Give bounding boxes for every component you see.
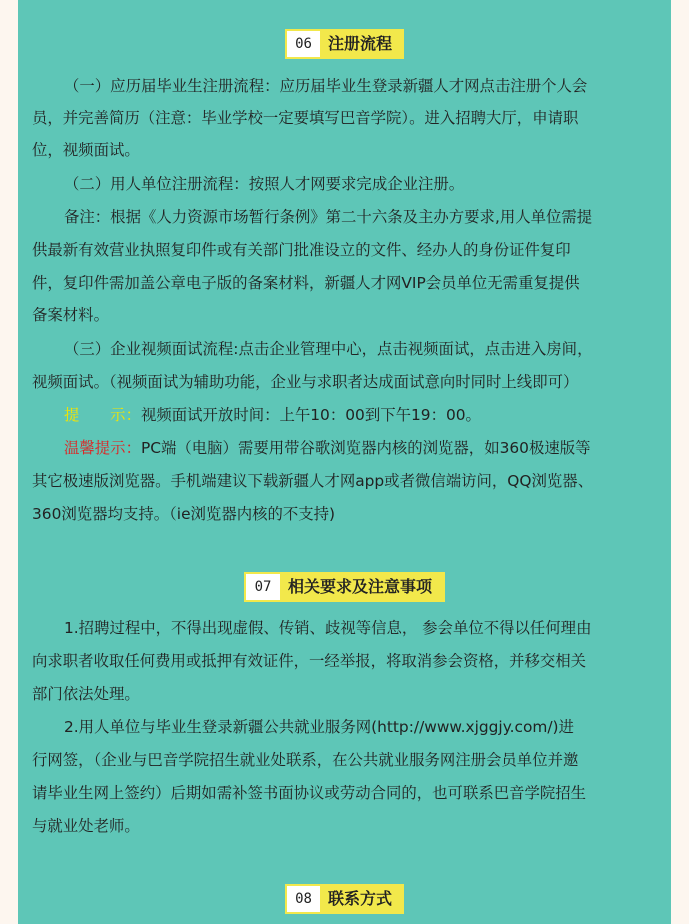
s07-item-2-line-3: 请毕业生网上签约）后期如需补签书面协议或劳动合同的，也可联系巴音学院招生 xyxy=(32,784,587,802)
section-08-header xyxy=(285,884,404,914)
s06-paragraph-2: （二）用人单位注册流程：按照人才网要求完成企业注册。 xyxy=(64,175,465,193)
section-06-header xyxy=(285,29,404,59)
s06-note-line-2: 供最新有效营业执照复印件或有关部门批准设立的文件、经办人的身份证件复印 xyxy=(32,241,571,259)
s06-paragraph-1-line-2: 员，并完善简历（注意：毕业学校一定要填写巴音学院）。进入招聘大厅，申请职 xyxy=(32,109,579,127)
section-07-number: 07 xyxy=(246,574,280,600)
s06-note-line-4: 备案材料。 xyxy=(32,306,109,324)
section-08-number: 08 xyxy=(287,886,320,912)
tip-text: 视频面试开放时间：上午10：00到下午19：00。 xyxy=(140,406,481,424)
s07-item-1-line-2: 向求职者收取任何费用或抵押有效证件，一经举报，将取消参会资格，并移交相关 xyxy=(32,652,587,670)
s07-item-2-line-4: 与就业处老师。 xyxy=(32,817,140,835)
section-07-header xyxy=(244,572,445,602)
s07-item-2-line-1: 2.用人单位与毕业生登录新疆公共就业服务网(http://www.xjggjy.com/)进 xyxy=(64,718,574,736)
warning-text-1: PC端（电脑）需要用带谷歌浏览器内核的浏览器，如360极速版等 xyxy=(140,439,591,457)
warning-label: 温馨提示： xyxy=(64,439,141,457)
s06-tip-line xyxy=(64,399,657,432)
tip-label: 提 示： xyxy=(64,406,141,424)
s06-note-line-1: 备注：根据《人力资源市场暂行条例》第二十六条及主办方要求,用人单位需提 xyxy=(64,208,593,226)
section-06-number: 06 xyxy=(287,31,320,57)
s07-item-1-line-3: 部门依法处理。 xyxy=(32,685,140,703)
s06-paragraph-1-line-1: （一）应历届毕业生注册流程：应历届毕业生登录新疆人才网点击注册个人会 xyxy=(64,77,588,95)
section-08-title: 联系方式 xyxy=(327,889,392,908)
s06-paragraph-1-line-3: 位，视频面试。 xyxy=(32,141,140,159)
s07-item-2-line-2: 行网签，（企业与巴音学院招生就业处联系，在公共就业服务网注册会员单位并邀 xyxy=(32,751,579,769)
s06-paragraph-3-line-2: 视频面试。（视频面试为辅助功能，企业与求职者达成面试意向时同时上线即可） xyxy=(32,373,579,391)
s06-warning-line-2: 其它极速版浏览器。手机端建议下载新疆人才网app或者微信端访问，QQ浏览器、 xyxy=(32,472,594,490)
section-06-title: 注册流程 xyxy=(327,34,392,53)
s06-warning-line-3: 360浏览器均支持。（ie浏览器内核的不支持) xyxy=(32,505,336,523)
s07-item-1-line-1: 1.招聘过程中，不得出现虚假、传销、歧视等信息， 参会单位不得以任何理由 xyxy=(64,619,592,637)
s06-warning-line-1 xyxy=(64,432,657,465)
s06-note-line-3: 件，复印件需加盖公章电子版的备案材料，新疆人才网VIP会员单位无需重复提供 xyxy=(32,274,580,292)
s06-paragraph-3-line-1: （三）企业视频面试流程:点击企业管理中心，点击视频面试，点击进入房间， xyxy=(64,340,593,358)
section-07-title: 相关要求及注意事项 xyxy=(288,577,433,596)
